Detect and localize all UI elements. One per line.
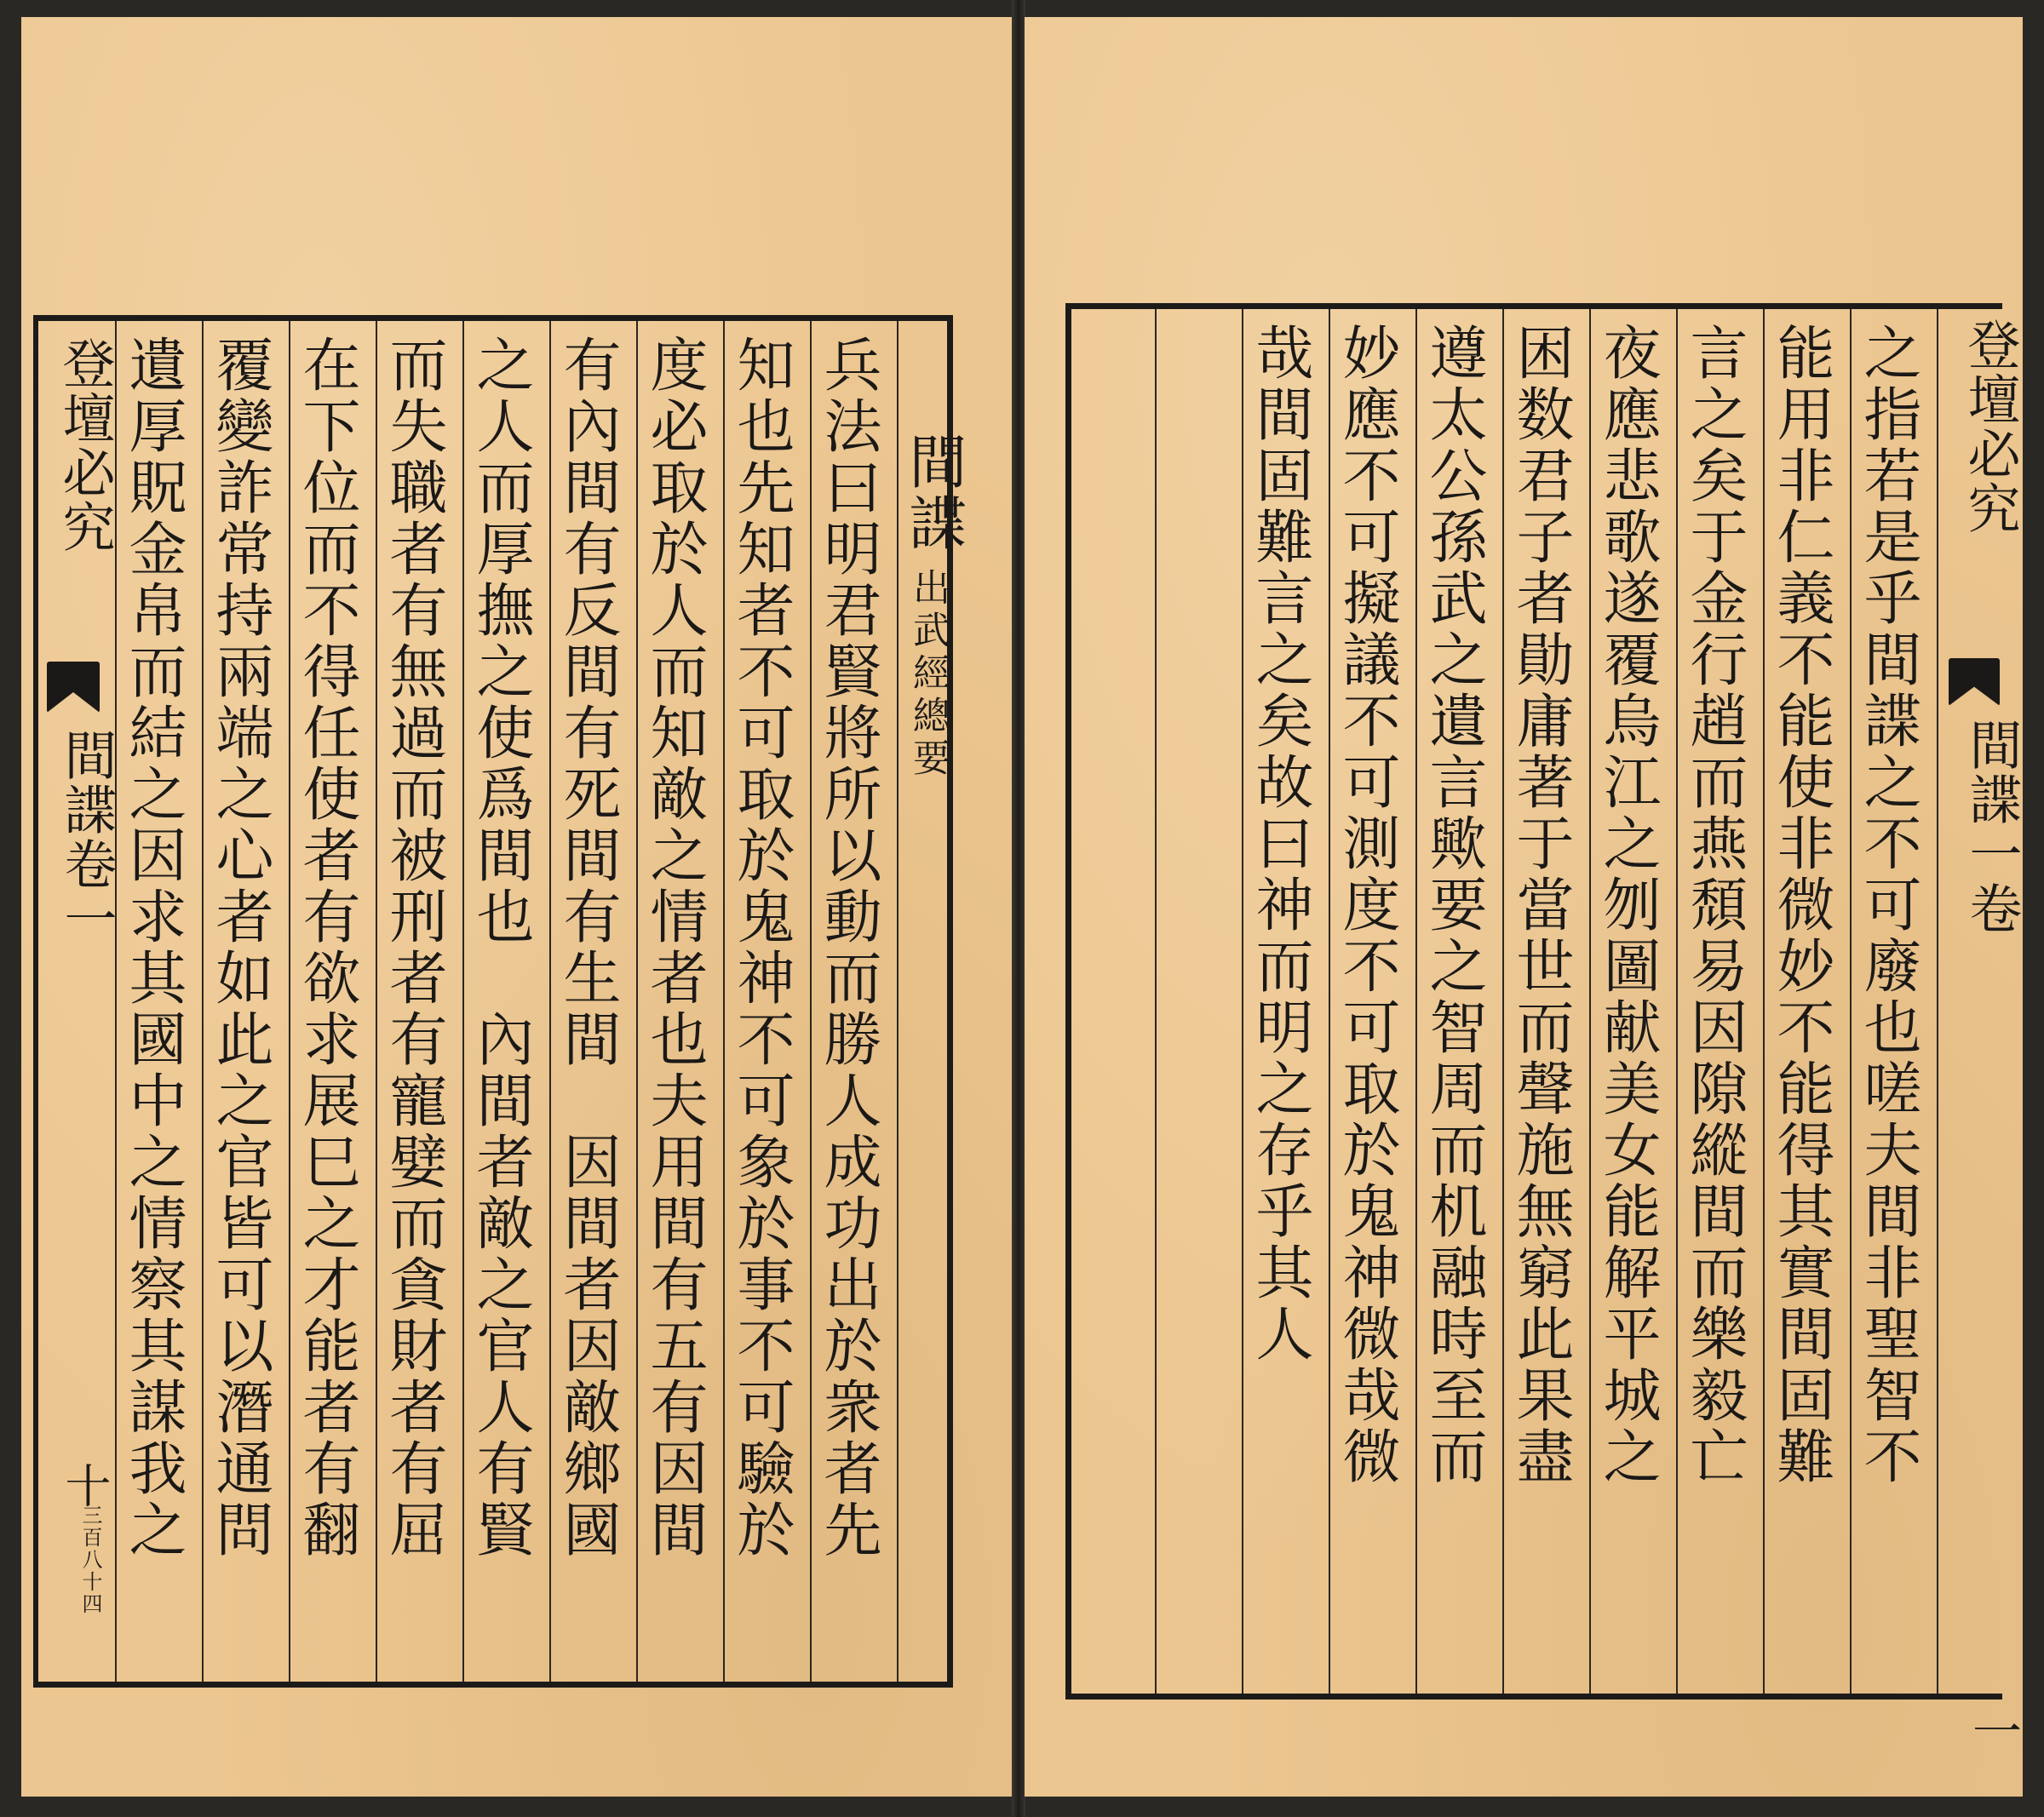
chapter-heading: 間諜 — [899, 432, 967, 554]
book-gutter — [1012, 0, 1025, 1817]
chapter-heading-note: 出武經總要 — [906, 568, 950, 781]
text-column-3: 度必取於人而知敵之情者也夫用間有五有因間 — [640, 335, 708, 1561]
column-rule — [376, 321, 377, 1682]
column-rule — [462, 321, 464, 1682]
right-page-frame — [1065, 303, 2023, 1755]
column-rule — [897, 321, 899, 1682]
text-column-1: 之指若是乎間諜之不可廢也嗟夫間非聖智不 — [1854, 323, 1921, 1487]
margin-book-title: 登壇必究 — [1959, 318, 2021, 536]
column-rule — [1242, 309, 1243, 1694]
text-column-4: 有內間有反間有死間有生間 因間者因敵鄉國 — [554, 335, 621, 1561]
column-rule — [289, 321, 290, 1682]
left-page — [21, 17, 1013, 1797]
text-column-8: 哉間固難言之矣故曰神而明之存乎其人 — [1246, 323, 1313, 1365]
column-rule — [1502, 309, 1504, 1694]
margin-page-number: 一 — [1964, 1705, 2022, 1755]
left-page-frame — [33, 315, 967, 1688]
column-rule — [1676, 309, 1678, 1694]
column-rule — [1329, 309, 1330, 1694]
column-rule — [1155, 309, 1157, 1694]
text-column-1: 兵法曰明君賢將所以動而勝人成功出於衆者先 — [814, 335, 881, 1561]
column-rule — [1415, 309, 1417, 1694]
column-rule — [202, 321, 204, 1682]
column-rule — [1763, 309, 1765, 1694]
column-rule — [1589, 309, 1591, 1694]
text-column-2: 知也先知者不可取於鬼神不可象於事不可驗於 — [727, 335, 795, 1561]
text-column-8: 覆變詐常持兩端之心者如此之官皆可以潛通問 — [206, 335, 273, 1561]
text-column-5: 困数君子者勛庸著于當世而聲施無窮此果盡 — [1507, 323, 1574, 1487]
text-column-6: 遵太公孫武之遺言歟要之智周而机融時至而 — [1420, 323, 1487, 1487]
column-rule — [1937, 309, 1938, 1694]
column-rule — [810, 321, 812, 1682]
margin-book-title: 登壇必究 — [54, 336, 116, 554]
text-column-4: 夜應悲歌遂覆烏江之刎圖献美女能解平城之 — [1593, 323, 1661, 1487]
column-rule — [723, 321, 725, 1682]
text-column-7: 在下位而不得任使者有欲求展巳之才能者有翻 — [293, 335, 360, 1561]
right-page — [1025, 17, 2023, 1797]
text-column-6: 而失職者有無過而被刑者有寵嬖而貪財者有屈 — [380, 335, 447, 1561]
column-rule — [1850, 309, 1852, 1694]
margin-chapter-title: 間諜卷一 — [55, 728, 118, 946]
margin-char-count: 三百八十四 — [78, 1505, 102, 1615]
text-column-7: 妙應不可擬議不可測度不可取於鬼神微哉微 — [1333, 323, 1400, 1487]
fishtail-mark — [1949, 658, 2000, 706]
column-rule — [636, 321, 638, 1682]
text-column-2: 能用非仁義不能使非微妙不能得其實間固難 — [1767, 323, 1834, 1487]
margin-chapter-title: 間諜一卷 — [1961, 718, 2023, 936]
column-rule — [549, 321, 551, 1682]
fishtail-mark — [47, 662, 100, 713]
text-column-3: 言之矣于金行趙而燕頹易因隙縱間而樂毅亡 — [1680, 323, 1748, 1487]
text-column-5: 之人而厚撫之使爲間也 內間者敵之官人有賢 — [467, 335, 534, 1561]
margin-page-number: 十 — [58, 1462, 112, 1508]
text-column-9: 遺厚貺金帛而結之因求其國中之情察其謀我之 — [119, 335, 187, 1561]
